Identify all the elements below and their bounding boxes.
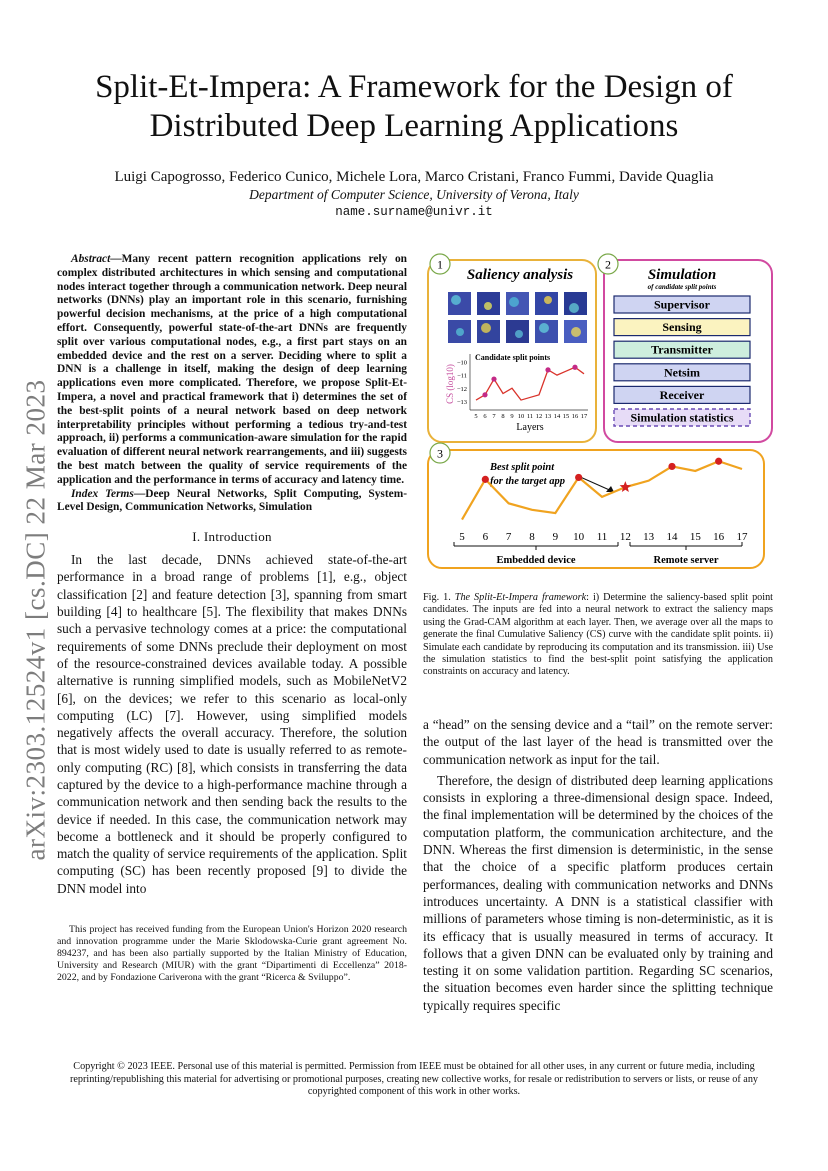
best-split-star xyxy=(620,481,631,492)
cs-x-axis-label: Layers xyxy=(516,422,544,433)
left-column xyxy=(57,253,407,897)
sim-block-receiver: Receiver xyxy=(659,387,705,402)
panel-2-title: Simulation xyxy=(647,267,717,283)
cs-chart-title: Candidate split points xyxy=(475,353,551,362)
layer-tick-label: 16 xyxy=(713,531,725,543)
intro-paragraph: In the last decade, DNNs achieved state-of-the-art performance in a broad range of problems [1], e.g., object classification [2] and feature detection [3], spanning from smart building [4] to healthcare [5]. The flexibility that makes DNNs such a pervasive technology comes at a price: the computational requirements of some DNNs preclude their deployment on most of the resource-constrained devices available today. A possible alternative is running simplified models, such as MobileNetV2 [6], on the devices; we refer to this scenario as local-only computing (LC) [7]. However, using simplified models negatively affects the overall accuracy. Therefore, the solution that is most widely used to date is usually referred to as remote-only computing (RC) [8], which consists in transferring the data captured by the device to a high-performance machine through a communication network and then sending back the results to the device if needed. In this case, the communication network may become a bottleneck and it should be properly configured to match the quality of service requirements of the application. Split computing (SC) has been recently proposed [9] to divide the DNN model into xyxy=(57,552,407,896)
cs-x-tick-label: 8 xyxy=(501,413,505,420)
figure-caption xyxy=(423,592,773,679)
cs-x-tick-label: 15 xyxy=(562,413,570,420)
abstract-text: —Many recent pattern recognition applications rely on complex distributed architectures in which sensing and computational nodes interact together through a communication network. Deep neural networks (DNNs) play an important role in this scenario, furnishing powerful decision mechanisms, at the price of a high computational effort. Consequently, powerful state-of-the-art DNNs are frequently split over various computational nodes, e.g., a first part stays on an embedded device and the rest on a server. Deciding where to split a DNN is a challenge in itself, making the design of deep learning applications even more complicated. Therefore, we propose Split-Et-Impera, a novel and practical framework that i) determines the set of the best-split points of a neural network based on deep network interpretability principles without performing a tedious try-and-test approach, ii) performs a communication-aware simulation for the rapid evaluation of different neural network rearrangements, and iii) suggests the best match between the quality of service requirements of the application and the performance in terms of accuracy and latency time. xyxy=(57,253,407,486)
figure-caption-label: Fig. 1. xyxy=(423,592,451,603)
copyright-notice: Copyright © 2023 IEEE. Personal use of this material is permitted. Permission from IEEE must be obtained for all other uses, in any current or future media, including reprinting/republishing this material for advertising or promotional purposes, creating new collective works, for resale or redistribution to servers or lists, or reuse of any copyrighted component of this work in other works. xyxy=(69,1061,759,1097)
cs-y-axis-label: CS (log10) xyxy=(445,364,455,404)
figure-caption-text: : i) Determine the saliency-based split point candidates. The inputs are fed into a neural network to extract the saliency maps using the Grad-CAM algorithm at each layer. Then, we average over all the maps to generate the final Cumulative Saliency (CS) curve with the candidate split points. ii) Simulate each candidate by reproducing its computation and its transmission. iii) Use the simulation statistics to find the best-split point satisfying the application constraints on accuracy and latency. xyxy=(423,592,774,678)
sim-block-sensing: Sensing xyxy=(662,320,702,335)
layer-tick-label: 14 xyxy=(666,531,678,543)
cs-x-tick-label: 12 xyxy=(535,413,543,420)
best-split-label-line2: for the target app xyxy=(490,476,565,487)
best-split-candidate-point xyxy=(575,474,582,481)
abstract xyxy=(57,253,407,488)
remote-server-label: Remote server xyxy=(653,555,719,566)
saliency-map-grid xyxy=(448,292,587,343)
cs-candidate-point xyxy=(482,392,487,397)
cs-y-tick-label: −11 xyxy=(457,372,467,380)
cs-x-tick-label: 14 xyxy=(553,413,561,420)
embedded-device-label: Embedded device xyxy=(496,555,576,566)
cs-candidate-point xyxy=(572,365,577,370)
cs-y-tick-label: −13 xyxy=(456,398,467,406)
panel-3-number: 3 xyxy=(437,446,443,461)
right-column-text xyxy=(423,716,773,1014)
paper-title: Split-Et-Impera: A Framework for the Design of Distributed Deep Learning Applications xyxy=(95,69,733,144)
cs-x-tick-label: 7 xyxy=(492,413,496,420)
author-list: Luigi Capogrosso, Federico Cunico, Michele Lora, Marco Cristani, Franco Fummi, Davide Quaglia xyxy=(114,169,714,185)
footnote-funding: This project has received funding from the European Union's Horizon 2020 research and innovation programme under the Marie Sklodowska-Curie grant agreement No. 894237, and has been also partially supported by the Italian Ministry of Education, University and Research (MIUR) with the grant “Dipartimenti di Eccellenza” 2018-2022, and by Fondazione Cariverona with the grant “Ricerca & Sviluppo”. xyxy=(57,924,407,983)
panel-best-split-box xyxy=(428,450,764,568)
index-terms-text: —Deep Neural Networks, Split Computing, System-Level Design, Communication Networks, Simulation xyxy=(57,487,407,514)
cs-candidate-point xyxy=(491,376,496,381)
layer-tick-label: 15 xyxy=(689,531,701,543)
cs-x-tick-label: 17 xyxy=(580,413,588,420)
layer-tick-label: 6 xyxy=(482,531,489,543)
cs-x-tick-label: 11 xyxy=(526,413,534,420)
best-split-candidate-point xyxy=(482,476,489,483)
cs-x-tick-label: 10 xyxy=(517,413,525,420)
index-terms-lead: Index Terms xyxy=(71,487,134,500)
index-terms xyxy=(57,488,407,516)
layer-tick-label: 13 xyxy=(643,531,655,543)
affiliation: Department of Computer Science, University of Verona, Italy xyxy=(249,187,579,202)
contact-email: name.surname@univr.it xyxy=(335,205,493,219)
layer-tick-label: 7 xyxy=(505,531,512,543)
layer-tick-label: 11 xyxy=(596,531,608,543)
layer-tick-label: 12 xyxy=(619,531,631,543)
body-paragraph-1: a “head” on the sensing device and a “tail” on the remote server: the output of the last layer of the head is transmitted over the communication network as input for the tail. xyxy=(423,717,773,767)
cs-x-tick-label: 9 xyxy=(510,413,514,420)
sim-block-transmitter: Transmitter xyxy=(651,342,713,357)
layer-tick-label: 8 xyxy=(529,531,535,543)
best-split-candidate-point xyxy=(668,463,675,470)
figure-1 xyxy=(424,250,776,580)
section-heading-introduction: I. Introduction xyxy=(192,529,272,545)
sim-block-simulation-statistics: Simulation statistics xyxy=(630,410,734,425)
cs-x-tick-label: 13 xyxy=(544,413,552,420)
best-split-candidate-point xyxy=(715,458,722,465)
layer-tick-label: 9 xyxy=(552,531,559,543)
cumulative-saliency-chart xyxy=(445,353,588,433)
arxiv-identifier: arXiv:2303.12524v1 [cs.DC] 22 Mar 2023 xyxy=(20,379,51,861)
layer-tick-label: 17 xyxy=(736,531,748,543)
abstract-lead: Abstract xyxy=(71,253,111,265)
arxiv-side-stamp xyxy=(16,360,56,880)
cs-x-tick-label: 5 xyxy=(474,413,478,420)
panel-2-subtitle: of candidate split points xyxy=(647,283,717,291)
panel-1-number: 1 xyxy=(437,257,443,272)
figure-1-diagram xyxy=(424,250,776,580)
cs-x-tick-label: 16 xyxy=(571,413,579,420)
figure-caption-lead: The Split-Et-Impera framework xyxy=(454,592,587,603)
cs-y-tick-label: −10 xyxy=(456,359,467,367)
cs-y-tick-label: −12 xyxy=(456,385,467,393)
cs-series-line xyxy=(476,367,584,400)
cs-candidate-point xyxy=(545,367,550,372)
layer-tick-label: 10 xyxy=(573,531,585,543)
sim-block-netsim: Netsim xyxy=(664,365,700,380)
panel-1-title: Saliency analysis xyxy=(466,267,574,283)
best-split-label-line1: Best split point xyxy=(490,462,555,473)
panel-2-number: 2 xyxy=(605,257,611,272)
cs-x-tick-label: 6 xyxy=(483,413,487,420)
sim-block-supervisor: Supervisor xyxy=(653,297,711,312)
simulation-block-stack xyxy=(614,296,750,426)
body-paragraph-2: Therefore, the design of distributed deep learning applications consists in exploring a three-dimensional design space. Indeed, the final implementation will be determined by the choices of the computation platform, the communication architecture, and the DNN. Whereas the first dimension is deterministic, in the sense that the choice of a specific platform produces certain performances, dealing with communication networks and DNNs introduces uncertainty. A DNN is a statistical classifier with millions of parameters whose timing is non-deterministic, as it is its efficacy that is usually measured in terms of accuracy. It follows that a given DNN can be evaluated only by training and testing it on some validation partition. Regarding SC scenarios, the situation becomes even harder since the splitting technique typically requires specific xyxy=(423,772,773,1013)
layer-tick-label: 5 xyxy=(459,531,465,543)
